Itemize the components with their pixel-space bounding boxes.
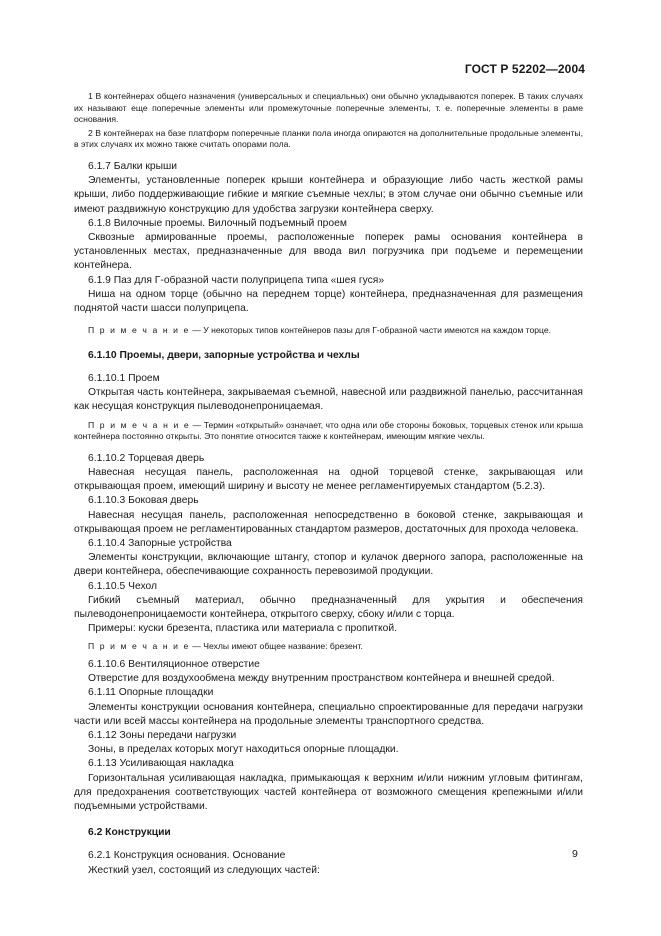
page-content — [74, 91, 583, 878]
clause-6-1-12-title: 6.1.12 Зоны передачи нагрузки — [88, 730, 237, 742]
page-number: 9 — [572, 848, 578, 860]
note-label: П р и м е ч а н и е — [88, 325, 190, 336]
note-label: П р и м е ч а н и е — [88, 419, 191, 430]
clause-6-1-11-text: Элементы конструкции основания контейнера, специально спроектированные для передачи нагрузки части или всей массы контейнера на продольные элементы транспортного средства. — [74, 701, 583, 727]
clause-6-1-10-1-title: 6.1.10.1 Проем — [88, 373, 160, 384]
clause-6-1-10-4-text: Элементы конструкции, включающие штангу, стопор и кулачок дверного запора, расположенные на двери контейнера, обеспечивающие сохранность перевозимой продукции. — [74, 552, 583, 578]
clause-6-1-13-title: 6.1.13 Усиливающая накладка — [88, 758, 234, 770]
clause-6-1-13-text: Горизонтальная усиливающая накладка, примыкающая к верхним и/или нижним угловым фитингам, для предохранения соответствующих частей контейнера от возможного смещения крепежными и/или подъемными устройствами. — [74, 772, 583, 813]
document-code: ГОСТ Р 52202—2004 — [464, 62, 585, 76]
note-label: П р и м е ч а н и е — [88, 641, 190, 652]
clause-6-1-10-3-title: 6.1.10.3 Боковая дверь — [88, 495, 199, 507]
section-6-2-heading: 6.2 Конструкции — [88, 827, 171, 839]
note-text: — Термин «открытый» означает, что одна или обе стороны боковых, торцевых стенок или крыша контейнера постоянно открыты. Это понятие относится также к контейнерам, имеющим мягкие чехлы. — [74, 419, 583, 442]
clause-6-1-10-5-text: Гибкий съемный материал, обычно предназначенный для укрытия и обеспечения пылеводонепроницаемости контейнера, открытого сверху, сбоку и/или с торца. — [74, 594, 583, 621]
clause-6-1-10-3-text: Навесная несущая панель, расположенная непосредственно в боковой стенке, закрывающая и открывающая проем не регламентированных стандартом размеров, достаточных для прохода человека. — [74, 509, 583, 535]
clause-6-1-8-title: 6.1.8 Вилочные проемы. Вилочный подъемный проем — [88, 217, 347, 229]
clause-6-2-1-text: Жесткий узел, состоящий из следующих частей: — [88, 864, 320, 876]
section-6-1-10-heading: 6.1.10 Проемы, двери, запорные устройства и чехлы — [88, 349, 360, 361]
clause-6-1-10-1-note — [74, 420, 583, 443]
clause-6-1-10-2-text: Навесная несущая панель, расположенная на одной торцевой стенке, закрывающая или открывающая проем, имеющий ширину и высоту не менее регламентируемых стандартом (5.2.3). — [74, 467, 583, 493]
clause-6-1-7-title: 6.1.7 Балки крыши — [88, 160, 178, 172]
clause-6-1-10-4-title: 6.1.10.4 Запорные устройства — [88, 538, 232, 550]
clause-6-1-8-text: Сквозные армированные проемы, расположенные поперек рамы основания контейнера в установленных местах, предназначенные для ввода вил погрузчика при подъеме и перемещении контейнера. — [74, 231, 583, 272]
clause-6-1-10-2-title: 6.1.10.2 Торцевая дверь — [88, 452, 205, 464]
clause-6-1-10-6-title: 6.1.10.6 Вентиляционное отверстие — [88, 659, 260, 671]
note-2: 2 В контейнерах на базе платформ поперечные планки пола иногда опираются на дополнительные продольные элементы, в этих случаях их можно также считать опорами пола. — [74, 127, 583, 150]
clause-6-1-10-5-title: 6.1.10.5 Чехол — [88, 580, 157, 592]
clause-6-1-9-title: 6.1.9 Паз для Г-образной части полуприцепа типа «шея гуся» — [88, 274, 385, 286]
note-1: 1 В контейнерах общего назначения (универсальных и специальных) они обычно укладываются поперек. В таких случаях их называют еще поперечные элементы или промежуточные поперечные элементы, т. е. поперечные элементы в раме основания. — [74, 91, 583, 125]
clause-6-1-12-text: Зоны, в пределах которых могут находиться опорные площадки. — [88, 744, 399, 756]
clause-6-1-9-note — [74, 325, 583, 337]
note-text: — Чехлы имеют общее название: брезент. — [189, 641, 363, 652]
note-text: — У некоторых типов контейнеров пазы для Г-образной части имеются на каждом торце. — [189, 325, 552, 336]
clause-6-1-10-5-examples: Примеры: куски брезента, пластика или материала с пропиткой. — [88, 623, 398, 635]
clause-6-1-7-text: Элементы, установленные поперек крыши контейнера и образующие либо часть жесткой рамы крыши, либо поддерживающие гибкие и мягкие съемные чехлы; в этом случае они обычно съемные или имеют раздвижную конструкцию для удобства загрузки контейнера сверху. — [74, 175, 583, 215]
clause-6-1-10-1-text: Открытая часть контейнера, закрываемая съемной, навесной или раздвижной панелью, рассчитанная как несущая конструкция пылеводонепроницаемая. — [74, 387, 583, 413]
clause-6-2-1-title: 6.2.1 Конструкция основания. Основание — [88, 850, 286, 862]
clause-6-1-10-6-text: Отверстие для воздухообмена между внутренним пространством контейнера и внешней средой. — [88, 673, 555, 685]
clause-6-1-10-5-note — [74, 641, 583, 653]
clause-6-1-11-title: 6.1.11 Опорные площадки — [88, 687, 214, 699]
clause-6-1-9-text: Ниша на одном торце (обычно на переднем торце) контейнера, предназначенная для размещения поднятой части шасси полуприцепа. — [74, 288, 583, 314]
